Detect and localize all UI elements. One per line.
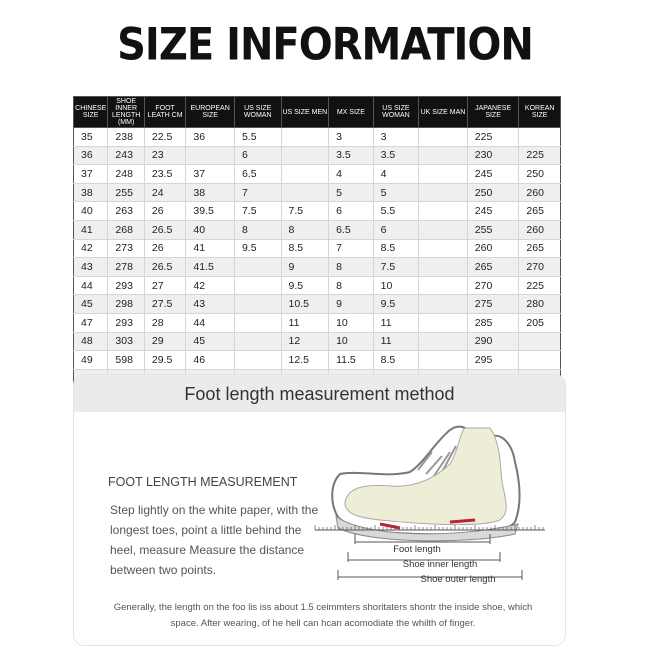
table-cell: 27.5 [144,295,186,314]
table-cell: 5.5 [373,202,419,221]
table-cell: 5.5 [234,128,281,147]
table-cell [519,128,561,147]
table-cell [419,295,468,314]
column-header: FOOT LEATH CM [144,97,186,128]
table-cell: 38 [74,183,108,202]
table-cell: 29.5 [144,351,186,370]
table-cell: 265 [519,239,561,258]
table-cell: 270 [519,258,561,277]
table-cell [281,183,329,202]
table-cell [234,351,281,370]
table-cell: 41 [74,220,108,239]
foot-length-label: Foot length [393,544,441,555]
table-cell: 3 [373,128,419,147]
table-row [74,165,561,184]
table-cell: 278 [108,258,144,277]
table-cell [281,146,329,165]
table-cell: 44 [74,276,108,295]
table-cell: 243 [108,146,144,165]
column-header: UK SIZE MAN [419,97,468,128]
table-row [74,202,561,221]
column-header: US SIZE WOMAN [234,97,281,128]
table-cell: 27 [144,276,186,295]
table-cell: 5 [373,183,419,202]
table-cell: 3.5 [373,146,419,165]
table-cell: 285 [467,313,519,332]
table-cell: 10.5 [281,295,329,314]
table-cell: 23.5 [144,165,186,184]
table-cell: 38 [186,183,235,202]
size-table-header [74,97,561,128]
table-cell: 12.5 [281,351,329,370]
table-cell: 245 [467,165,519,184]
column-header: US SIZE WOMAN [373,97,419,128]
table-cell: 6.5 [234,165,281,184]
table-cell: 11.5 [329,351,374,370]
table-cell: 263 [108,202,144,221]
table-cell [519,332,561,351]
table-cell: 11 [373,332,419,351]
table-cell: 280 [519,295,561,314]
table-cell: 9 [329,295,374,314]
table-cell: 4 [373,165,419,184]
column-header: MX SIZE [329,97,374,128]
column-header: CHINESE SIZE [74,97,108,128]
foot-length-subtitle: FOOT LENGTH MEASUREMENT [108,475,298,489]
table-cell: 245 [467,202,519,221]
inner-length-label: Shoe inner length [402,559,478,570]
table-cell: 250 [519,165,561,184]
measurement-card-title: Foot length measurement method [74,375,565,412]
table-cell: 265 [467,258,519,277]
page-title: SIZE INFORMATION [117,19,533,71]
measurement-instructions: Step lightly on the white paper, with the longest toes, point a little behind the heel, measure Measure the distance between two points. [110,503,319,577]
table-cell [419,183,468,202]
shoe-diagram [300,412,560,592]
table-cell: 293 [108,313,144,332]
table-cell [234,332,281,351]
table-cell [419,146,468,165]
table-cell [419,332,468,351]
table-row [74,146,561,165]
table-cell: 36 [186,128,235,147]
table-cell: 26.5 [144,258,186,277]
table-cell [419,128,468,147]
table-cell [234,313,281,332]
table-cell: 8 [329,276,374,295]
table-cell: 35 [74,128,108,147]
table-cell [419,276,468,295]
table-cell: 7.5 [234,202,281,221]
table-cell: 303 [108,332,144,351]
table-cell: 41 [186,239,235,258]
table-cell: 39.5 [186,202,235,221]
table-cell: 29 [144,332,186,351]
table-cell: 230 [467,146,519,165]
table-cell: 48 [74,332,108,351]
table-cell: 250 [467,183,519,202]
table-cell: 11 [281,313,329,332]
table-row [74,258,561,277]
table-row [74,239,561,258]
table-cell: 255 [467,220,519,239]
outer-length-label: Shoe outer length [420,574,496,585]
table-cell: 28 [144,313,186,332]
table-cell: 255 [108,183,144,202]
table-cell: 290 [467,332,519,351]
table-cell: 43 [74,258,108,277]
table-cell: 26 [144,202,186,221]
table-cell: 298 [108,295,144,314]
table-cell: 7 [234,183,281,202]
table-cell: 5 [329,183,374,202]
table-cell [419,313,468,332]
table-cell: 275 [467,295,519,314]
table-row [74,313,561,332]
column-header: KOREAN SIZE [519,97,561,128]
table-cell [281,128,329,147]
table-cell [234,258,281,277]
table-row [74,295,561,314]
table-cell: 6.5 [329,220,374,239]
table-cell: 24 [144,183,186,202]
table-row [74,332,561,351]
table-cell: 265 [519,202,561,221]
table-cell: 9.5 [234,239,281,258]
table-cell: 225 [519,146,561,165]
table-cell: 225 [467,128,519,147]
table-cell: 46 [186,351,235,370]
table-row [74,183,561,202]
table-cell: 260 [519,220,561,239]
table-cell [234,276,281,295]
table-cell [186,146,235,165]
table-cell: 6 [329,202,374,221]
table-cell: 8.5 [373,351,419,370]
table-cell: 225 [519,276,561,295]
table-cell: 37 [74,165,108,184]
size-table [73,96,561,388]
table-cell: 36 [74,146,108,165]
column-header: US SIZE MEN [281,97,329,128]
table-cell [419,351,468,370]
table-row [74,220,561,239]
table-cell: 248 [108,165,144,184]
table-row [74,276,561,295]
table-cell [419,239,468,258]
table-cell: 8 [234,220,281,239]
table-cell: 22.5 [144,128,186,147]
table-cell: 43 [186,295,235,314]
table-cell: 273 [108,239,144,258]
table-cell: 238 [108,128,144,147]
table-cell: 42 [186,276,235,295]
column-header: EUROPEAN SIZE [186,97,235,128]
table-row [74,128,561,147]
table-cell: 295 [467,351,519,370]
table-cell: 3.5 [329,146,374,165]
table-cell: 260 [519,183,561,202]
table-cell [419,202,468,221]
table-cell: 23 [144,146,186,165]
table-cell: 45 [186,332,235,351]
table-cell: 42 [74,239,108,258]
table-cell: 8 [281,220,329,239]
table-cell [419,220,468,239]
foot-icon [345,428,506,525]
table-cell: 8 [329,258,374,277]
table-cell: 4 [329,165,374,184]
table-cell: 44 [186,313,235,332]
table-row [74,351,561,370]
table-cell: 47 [74,313,108,332]
table-cell: 40 [74,202,108,221]
table-cell: 8.5 [281,239,329,258]
table-cell: 293 [108,276,144,295]
table-cell: 3 [329,128,374,147]
table-cell: 9 [281,258,329,277]
table-cell: 6 [234,146,281,165]
table-cell: 10 [373,276,419,295]
table-cell [234,295,281,314]
table-cell [419,258,468,277]
table-cell: 26 [144,239,186,258]
table-cell: 598 [108,351,144,370]
table-cell: 6 [373,220,419,239]
table-cell: 37 [186,165,235,184]
table-cell: 11 [373,313,419,332]
table-cell: 9.5 [281,276,329,295]
table-cell: 268 [108,220,144,239]
table-cell: 45 [74,295,108,314]
table-cell: 8.5 [373,239,419,258]
table-cell: 49 [74,351,108,370]
table-cell [419,165,468,184]
table-cell: 270 [467,276,519,295]
table-cell: 26.5 [144,220,186,239]
table-cell: 10 [329,332,374,351]
table-cell: 10 [329,313,374,332]
table-cell: 40 [186,220,235,239]
measurement-note: Generally, the length on the foo lis iss about 1.5 ceimmters shoritaters shontr the inside shoe, which space. After wearing, of he hell can hcan acomodiate the whilth of finger. [113,602,533,629]
table-cell [281,165,329,184]
column-header: SHOE INNER LENGTH (MM) [108,97,144,128]
table-cell: 7.5 [373,258,419,277]
table-cell [519,351,561,370]
table-cell: 205 [519,313,561,332]
table-cell: 260 [467,239,519,258]
table-cell: 9.5 [373,295,419,314]
column-header: JAPANESE SIZE [467,97,519,128]
table-cell: 7 [329,239,374,258]
table-cell: 12 [281,332,329,351]
table-cell: 41.5 [186,258,235,277]
table-cell: 7.5 [281,202,329,221]
